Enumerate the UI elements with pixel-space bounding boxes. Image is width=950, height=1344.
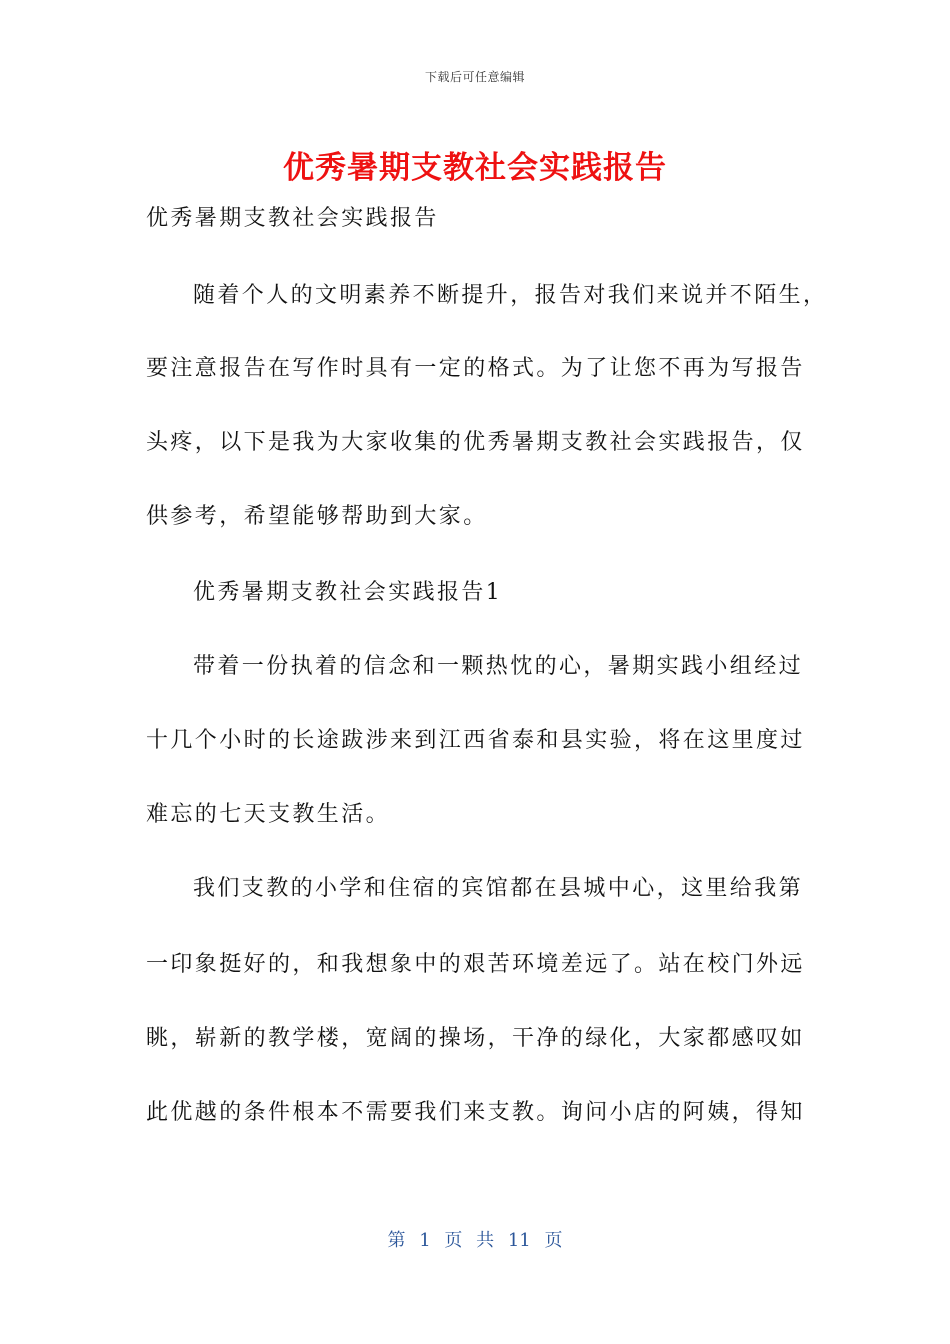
section-heading: 优秀暑期支教社会实践报告1 <box>193 580 503 605</box>
paragraph-line: 我们支教的小学和住宿的宾馆都在县城中心，这里给我第 <box>193 876 804 901</box>
paragraph-line: 带着一份执着的信念和一颗热忱的心，暑期实践小组经过 <box>193 654 804 679</box>
paragraph-line: 此优越的条件根本不需要我们来支教。询问小店的阿姨，得知 <box>146 1100 805 1125</box>
paragraph-line: 供参考，希望能够帮助到大家。 <box>146 504 488 529</box>
header-note: 下载后可任意编辑 <box>424 70 525 84</box>
paragraph-line: 难忘的七天支教生活。 <box>146 802 391 827</box>
paragraph-line: 十几个小时的长途跋涉来到江西省泰和县实验，将在这里度过 <box>146 728 805 753</box>
paragraph-line: 一印象挺好的，和我想象中的艰苦环境差远了。站在校门外远 <box>146 952 805 977</box>
paragraph-line: 要注意报告在写作时具有一定的格式。为了让您不再为写报告 <box>146 356 805 381</box>
page-footer: 第 1 页 共 11 页 <box>387 1230 563 1251</box>
paragraph-line: 头疼，以下是我为大家收集的优秀暑期支教社会实践报告，仅 <box>146 430 805 455</box>
document-title: 优秀暑期支教社会实践报告 <box>283 150 667 186</box>
subtitle-line: 优秀暑期支教社会实践报告 <box>146 206 439 231</box>
paragraph-line: 眺，崭新的教学楼，宽阔的操场，干净的绿化，大家都感叹如 <box>146 1026 805 1051</box>
paragraph-line: 随着个人的文明素养不断提升，报告对我们来说并不陌生， <box>193 283 828 308</box>
